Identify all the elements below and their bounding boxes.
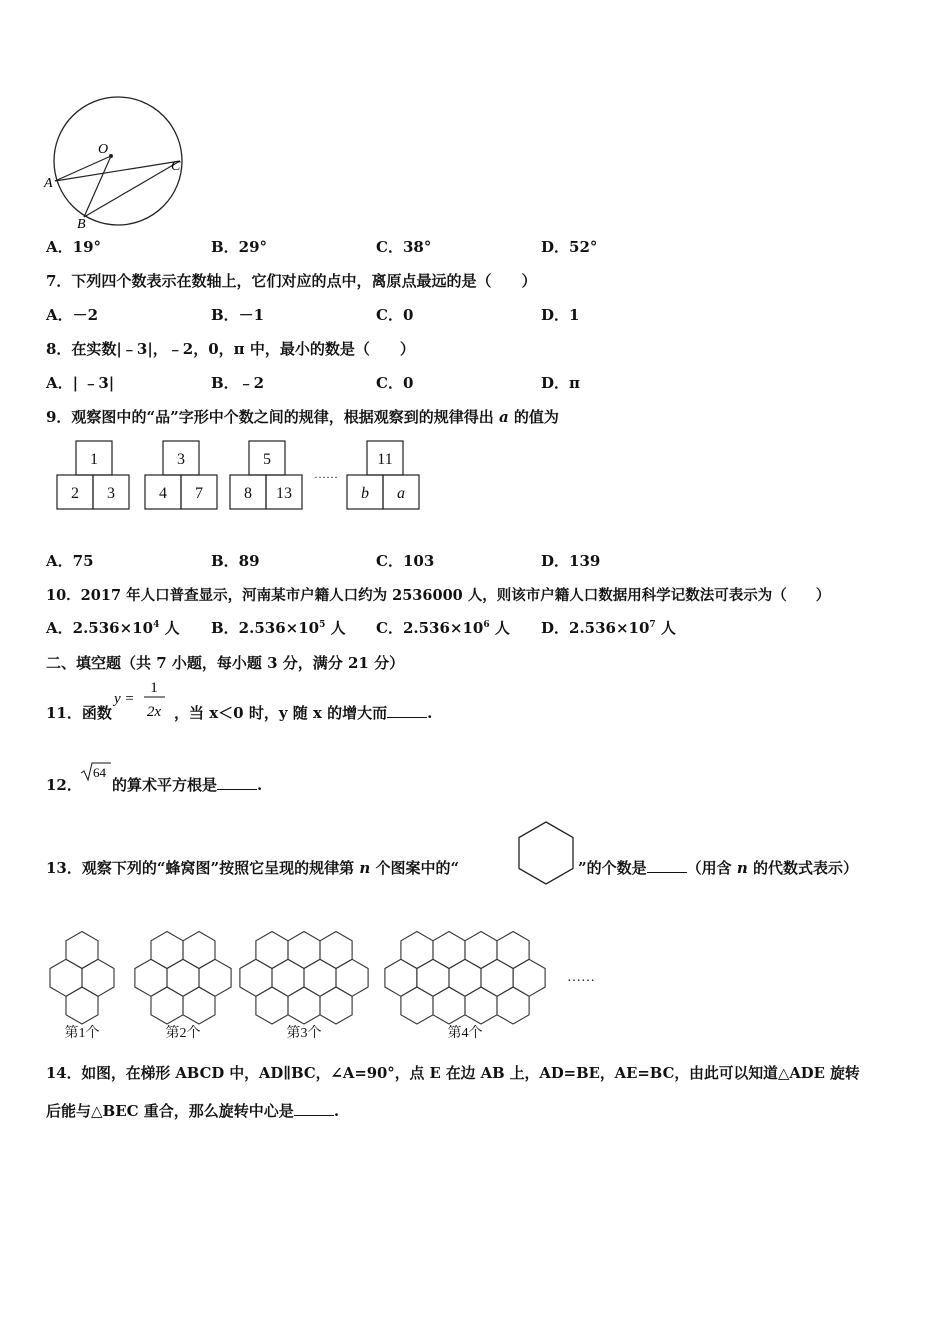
honeycomb-cell-4	[481, 959, 513, 996]
honeycomb-cell-3	[336, 959, 368, 996]
honeycomb-cell-4	[497, 932, 529, 969]
honeycomb-cell-1	[66, 932, 98, 969]
num-top-2: 3	[177, 451, 185, 468]
center-point	[109, 154, 113, 158]
segment-ao	[55, 156, 111, 181]
honeycomb-cell-1	[82, 959, 114, 996]
q12-blank[interactable]	[217, 789, 257, 790]
q6-option-c[interactable]: C．38°	[376, 238, 432, 256]
q6-option-d[interactable]: D．52°	[541, 238, 598, 256]
honeycomb-cell-2	[151, 987, 183, 1024]
num-top-1: 1	[90, 451, 98, 468]
honeycomb-cell-3	[320, 932, 352, 969]
honeycomb-cell-3	[256, 987, 288, 1024]
q9-option-b[interactable]: B．89	[211, 552, 260, 570]
honeycomb-cell-4	[385, 959, 417, 996]
q9-option-a[interactable]: A．75	[46, 552, 94, 570]
honeycomb-cell-1	[66, 987, 98, 1024]
honeycomb-cell-4	[465, 987, 497, 1024]
honeycomb-cell-3	[288, 987, 320, 1024]
honeycomb-cell-4	[433, 932, 465, 969]
honeycomb-cell-4	[401, 932, 433, 969]
formula-denominator: 2x	[146, 704, 162, 720]
num-left-4: b	[361, 485, 369, 502]
q9-option-d[interactable]: D．139	[541, 552, 601, 570]
label-o: O	[98, 142, 109, 157]
q12-sqrt	[80, 760, 112, 784]
honeycomb-cell-4	[433, 987, 465, 1024]
q7-option-c[interactable]: C．0	[376, 306, 414, 324]
circle	[54, 97, 182, 225]
honeycomb-cell-2	[151, 932, 183, 969]
q7-option-d[interactable]: D．1	[541, 306, 580, 324]
q7-option-a[interactable]: A．－2	[46, 306, 99, 324]
q14-blank[interactable]	[294, 1115, 334, 1116]
q9-stem: 9．观察图中的“品”字形中个数之间的规律，根据观察到的规律得出 a 的值为	[46, 408, 559, 426]
honeycomb-cell-2	[199, 959, 231, 996]
caption-3: 第3个	[286, 1026, 322, 1041]
honeycomb-cell-4	[401, 987, 433, 1024]
num-left-2: 4	[159, 485, 167, 502]
q10-option-c[interactable]: C．$2.536\times 10^6$ 人	[376, 619, 510, 637]
q11-blank[interactable]	[387, 717, 427, 718]
honeycomb-cell-4	[513, 959, 545, 996]
honeycomb-cell-4	[449, 959, 481, 996]
q14-line1: 14．如图，在梯形 ABCD 中，AD∥BC，∠A=90°，点 E 在边 AB 上，AD=BE，AE=BC，由此可以知道△ADE 旋转	[46, 1065, 860, 1082]
honeycomb-cell-3	[304, 959, 336, 996]
honeycomb-cell-2	[183, 932, 215, 969]
q13-stem-a: 13．观察下列的“蜂窝图”按照它呈现的规律第 n 个图案中的“	[46, 859, 460, 877]
q7-option-b[interactable]: B．－1	[211, 306, 265, 324]
q11-prefix: 11．函数	[46, 704, 112, 722]
honeycomb-cell-2	[183, 987, 215, 1024]
q10-option-d[interactable]: D．$2.536\times 10^7$ 人	[541, 619, 676, 637]
honeycomb-cell-3	[240, 959, 272, 996]
label-b: B	[77, 217, 86, 230]
q13-blank[interactable]	[647, 872, 687, 873]
caption-4: 第4个	[447, 1026, 483, 1041]
ellipsis: ……	[314, 467, 338, 481]
chord-ac	[55, 161, 180, 181]
label-c: C	[171, 159, 181, 174]
num-right-2: 7	[195, 485, 203, 502]
honeycomb-ellipsis: ……	[567, 970, 595, 985]
q7-stem: 7．下列四个数表示在数轴上，它们对应的点中，离原点最远的是（ ）	[46, 272, 537, 290]
num-right-1: 3	[107, 485, 115, 502]
q8-stem: 8．在实数|﹣3|，﹣2，0，π 中，最小的数是（ ）	[46, 340, 415, 358]
q11-text: ，当 x＜0 时，y 随 x 的增大而 .	[174, 704, 433, 722]
label-a: A	[44, 176, 53, 191]
honeycomb-cell-2	[167, 959, 199, 996]
num-top-3: 5	[263, 451, 271, 468]
q9-var: a	[498, 408, 509, 426]
q8-option-b[interactable]: B．﹣2	[211, 374, 265, 392]
num-right-4: a	[397, 485, 405, 502]
q8-option-d[interactable]: D．π	[541, 374, 580, 392]
honeycomb-cell-3	[320, 987, 352, 1024]
formula-lhs: y =	[114, 691, 135, 707]
q10-stem: 10．2017 年人口普查显示，河南某市户籍人口约为 2536000 人，则该市户籍人口数据用科学记数法可表示为（ ）	[46, 587, 831, 604]
radicand: 64	[93, 765, 106, 780]
num-left-1: 2	[71, 485, 79, 502]
formula-numerator: 1	[150, 680, 158, 696]
num-top-4: 11	[377, 451, 393, 468]
q10-option-a[interactable]: A．$2.536\times 10^4$ 人	[46, 619, 180, 637]
num-right-3: 13	[276, 485, 292, 502]
q11-formula	[112, 676, 172, 722]
q6-option-a[interactable]: A．19°	[46, 238, 102, 256]
segment-ob	[84, 156, 111, 217]
hexagon-icon	[515, 820, 577, 886]
q10-option-b[interactable]: B．$2.536\times 10^5$ 人	[211, 619, 346, 637]
num-left-3: 8	[244, 485, 252, 502]
pin-figure	[50, 438, 430, 516]
q14-line2: 后能与△BEC 重合，那么旋转中心是 .	[46, 1102, 340, 1120]
honeycomb-figure	[40, 922, 610, 1047]
q12-text: 的算术平方根是 .	[112, 776, 263, 794]
honeycomb-cell-4	[497, 987, 529, 1024]
q13-stem-b: ”的个数是 （用含 n 的代数式表示）	[578, 859, 859, 877]
q9-option-c[interactable]: C．103	[376, 552, 435, 570]
honeycomb-cell-4	[417, 959, 449, 996]
honeycomb-cell-4	[465, 932, 497, 969]
honeycomb-cell-1	[50, 959, 82, 996]
chord-bc	[84, 161, 180, 217]
caption-2: 第2个	[165, 1026, 201, 1041]
circle-figure	[40, 95, 200, 230]
q8-option-a[interactable]: A．| ﹣3|	[46, 374, 115, 392]
honeycomb-cell-3	[256, 932, 288, 969]
honeycomb-cell-2	[135, 959, 167, 996]
q12-prefix: 12．	[46, 776, 82, 794]
honeycomb-cell-3	[288, 932, 320, 969]
q6-option-b[interactable]: B．29°	[211, 238, 268, 256]
section-title: 二、填空题（共 7 小题，每小题 3 分，满分 21 分）	[46, 654, 405, 672]
honeycomb-cell-3	[272, 959, 304, 996]
caption-1: 第1个	[64, 1026, 100, 1041]
q8-option-c[interactable]: C．0	[376, 374, 414, 392]
